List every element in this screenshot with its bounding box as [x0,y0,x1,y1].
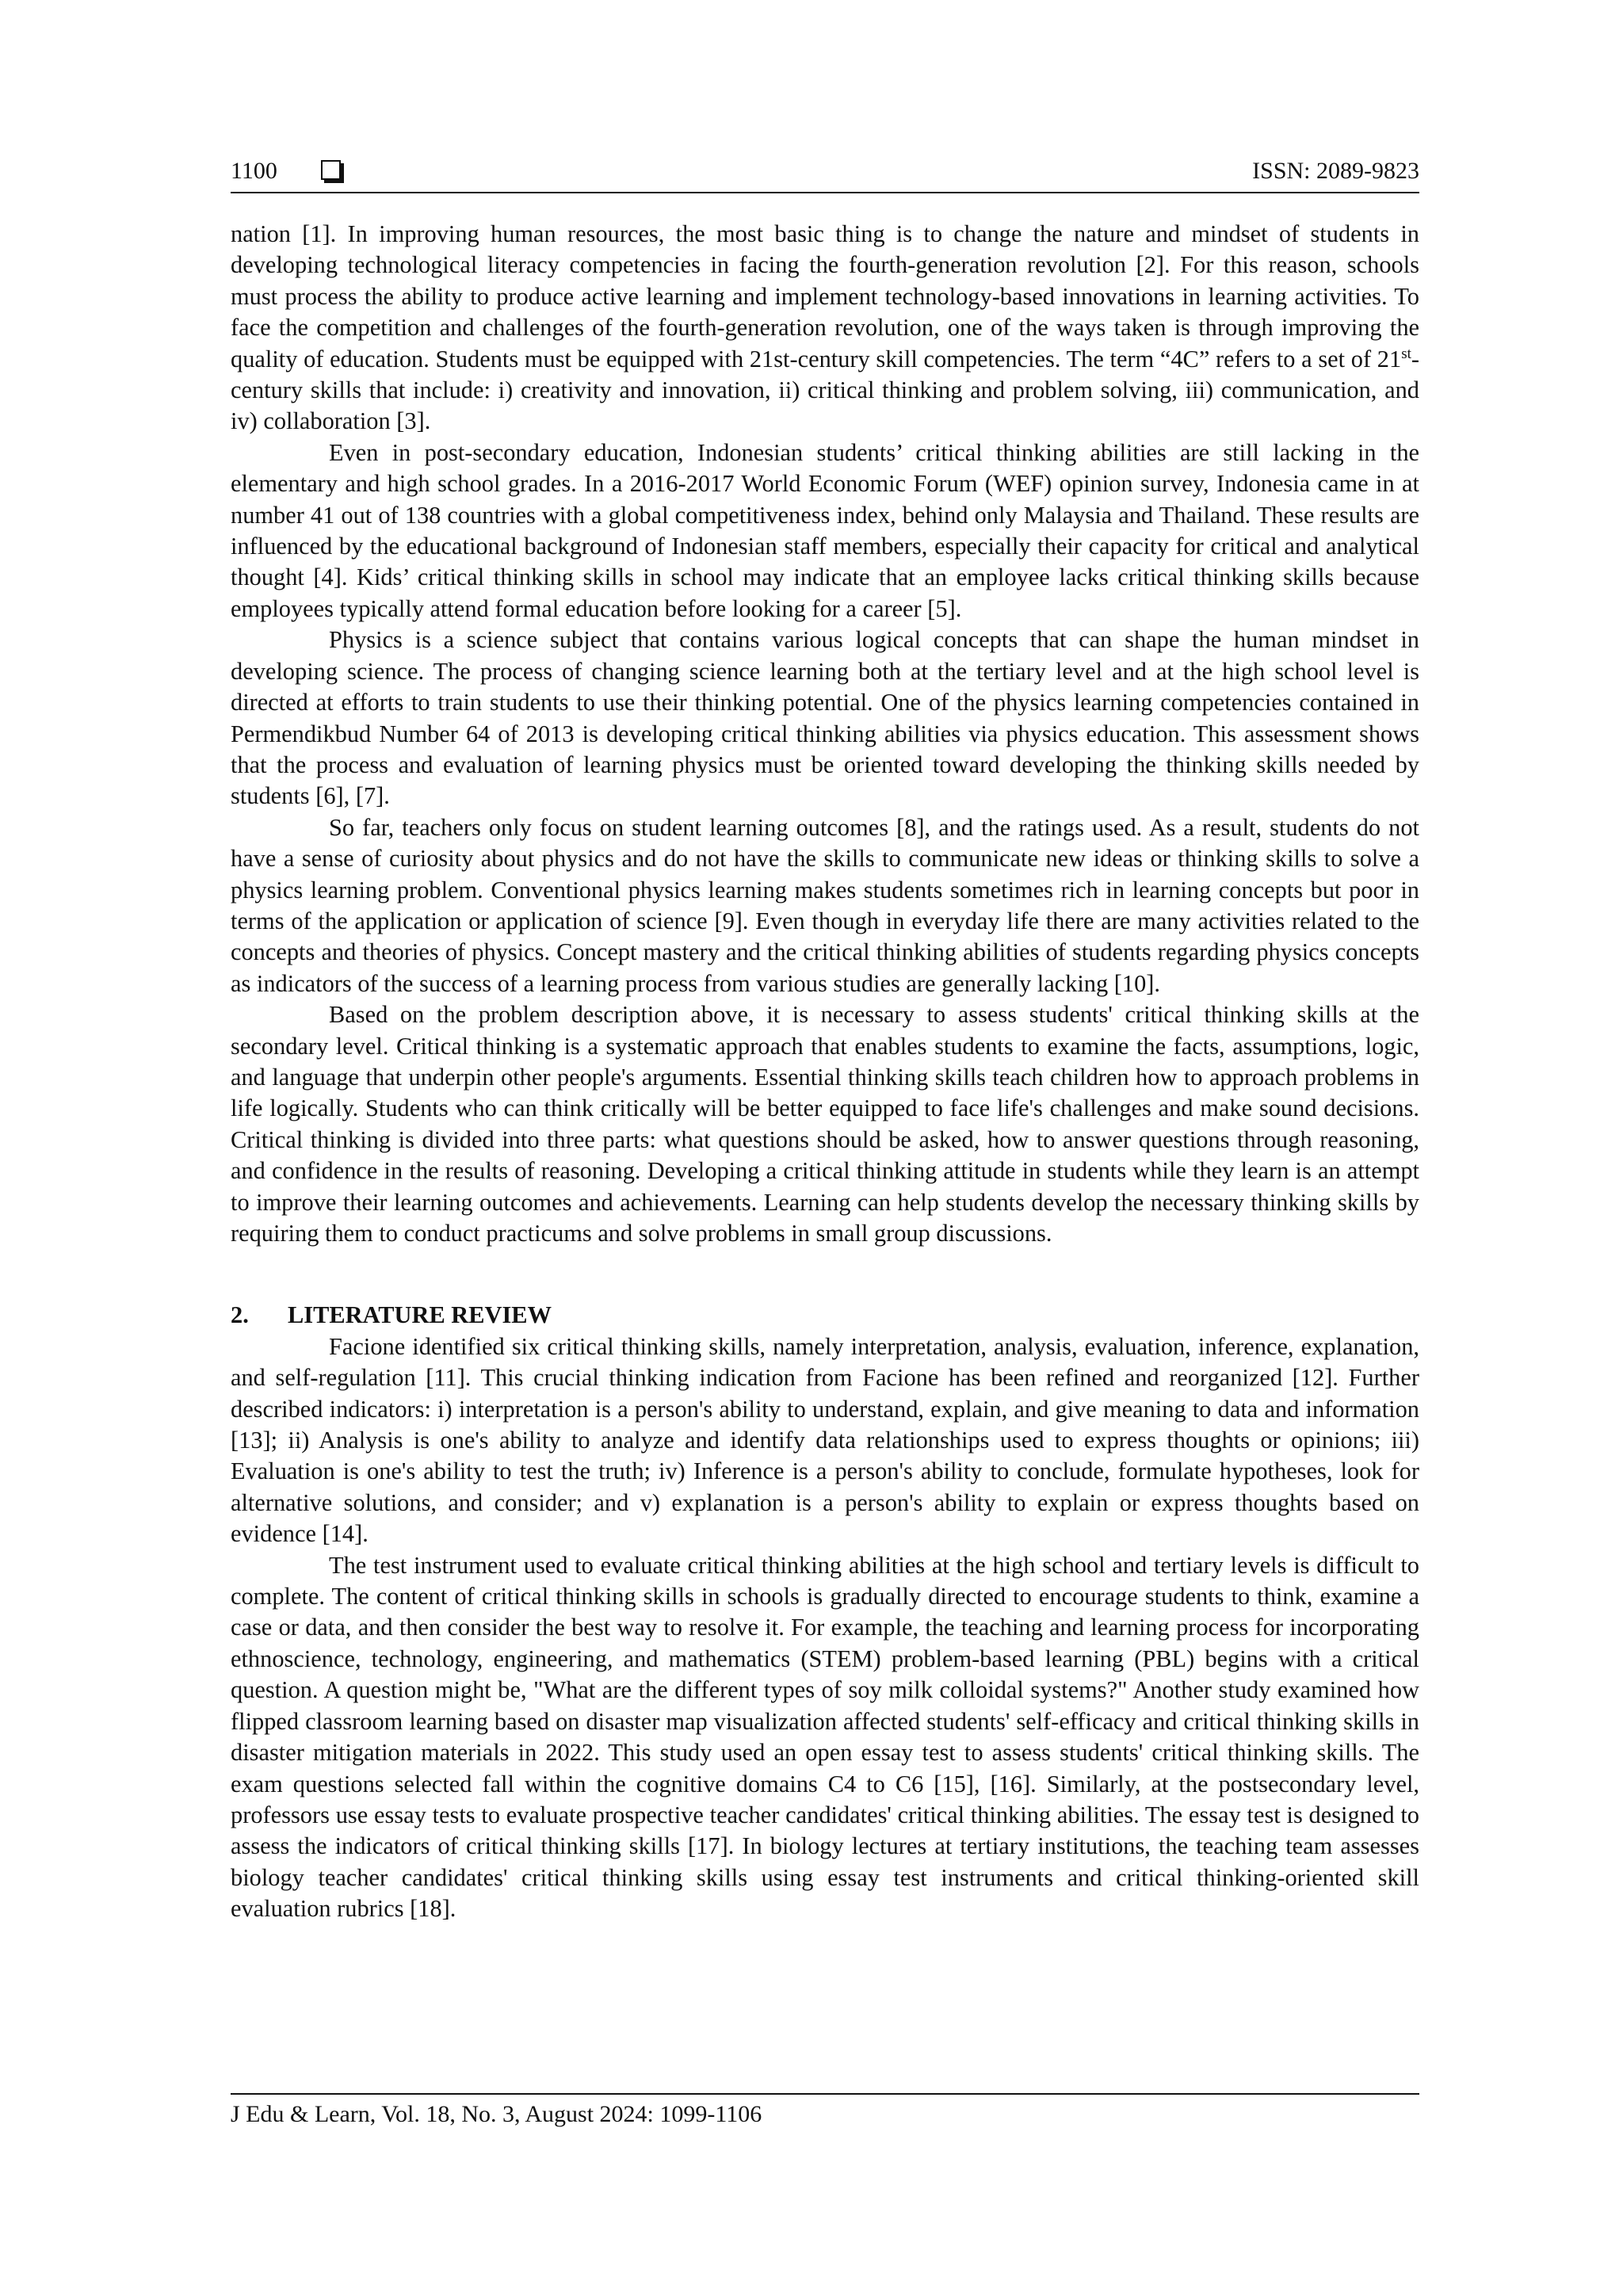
paragraph-6: Facione identified six critical thinking skills, namely interpretation, analysis, evaluation, inference, explanation, and self-regulation [11]. This crucial thinking indication from Facione has been refined and reorganized [12]. Further described indicators: i) interpretation is a person's ability to understand, explain, and give meaning to data and information [13]; ii) Analysis is one's ability to analyze and identify data relationships used to express thoughts or opinions; iii) Evaluation is one's ability to test the truth; iv) Inference is a person's ability to conclude, formulate hypotheses, look for alternative solutions, and consider; and v) explanation is a person's ability to explain or express thoughts based on evidence [14]. [231,1332,1419,1548]
page-header [231,155,1419,193]
page-number: 1100 [231,158,277,184]
issn-label: ISSN: 2089-9823 [1252,158,1419,184]
square-bullet-icon [321,160,341,180]
paragraph-4: So far, teachers only focus on student learning outcomes [8], and the ratings used. As a result, students do not have a sense of curiosity about physics and do not have the skills to communicate new ideas or thinking skills to solve a physics learning problem. Conventional physics learning makes students sometimes rich in learning concepts but poor in terms of the application or application of science [9]. Even though in everyday life there are many activities related to the concepts and theories of physics. Concept mastery and the critical thinking abilities of students regarding physics concepts as indicators of the success of a learning process from various studies are generally lacking [10]. [231,813,1419,997]
paragraph-3: Physics is a science subject that contains various logical concepts that can shape the human mindset in developing science. The process of changing science learning both at the tertiary level and at the high school level is directed at efforts to train students to use their thinking potential. One of the physics learning competencies contained in Permendikbud Number 64 of 2013 is developing critical thinking abilities via physics education. This assessment shows that the process and evaluation of learning physics must be oriented toward developing the thinking skills needed by students [6], [7]. [231,626,1419,810]
section-heading-literature-review [231,1300,1419,1331]
section-spacer [231,1249,1419,1300]
superscript-st: st [1401,345,1411,362]
section-title: LITERATURE REVIEW [288,1301,552,1329]
paragraph-7: The test instrument used to evaluate critical thinking abilities at the high school and tertiary levels is difficult to complete. The content of critical thinking skills in schools is gradually directed to encourage students to think, examine a case or data, and then consider the best way to resolve it. For example, the teaching and learning process for incorporating ethnoscience, technology, engineering, and mathematics (STEM) problem-based learning (PBL) begins with a critical question. A question might be, "What are the different types of soy milk colloidal systems?" Another study examined how flipped classroom learning based on disaster map visualization affected students' self-efficacy and critical thinking skills in disaster mitigation materials in 2022. This study used an open essay test to assess students' critical thinking skills. The exam questions selected fall within the cognitive domains C4 to C6 [15], [16]. Similarly, at the postsecondary level, professors use essay tests to evaluate prospective teacher candidates' critical thinking abilities. The essay test is designed to assess the indicators of critical thinking skills [17]. In biology lectures at tertiary institutions, the teaching team assesses biology teacher candidates' critical thinking skills using essay test instruments and critical thinking-oriented skill evaluation rubrics [18]. [231,1551,1419,1923]
section-number: 2. [231,1301,249,1329]
header-divider [231,192,1419,193]
paragraph-5: Based on the problem description above, it is necessary to assess students' critical thinking skills at the secondary level. Critical thinking is a systematic approach that enables students to examine the facts, assumptions, logic, and language that underpin other people's arguments. Essential thinking skills teach children how to approach problems in life logically. Students who can think critically will be better equipped to face life's challenges and make sound decisions. Critical thinking is divided into three parts: what questions should be asked, how to answer questions through reasoning, and confidence in the results of reasoning. Developing a critical thinking attitude in students while they learn is an attempt to improve their learning outcomes and achievements. Learning can help students develop the necessary thinking skills by requiring them to conduct practicums and solve problems in small group discussions. [231,1001,1419,1247]
paragraph-2: Even in post-secondary education, Indonesian students’ critical thinking abilities are still lacking in the elementary and high school grades. In a 2016-2017 World Economic Forum (WEF) opinion survey, Indonesia came in at number 41 out of 138 countries with a global competitiveness index, behind only Malaysia and Thailand. These results are influenced by the educational background of Indonesian staff members, especially their capacity for critical and analytical thought [4]. Kids’ critical thinking skills in school may indicate that an employee lacks critical thinking skills because employees typically attend formal education before looking for a career [5]. [231,438,1419,622]
body-text [231,219,1419,1925]
footer-citation: J Edu & Learn, Vol. 18, No. 3, August 2024: 1099-1106 [231,2101,762,2127]
footer-divider [231,2093,1419,2095]
paragraph-1: nation [1]. In improving human resources, the most basic thing is to change the nature and mindset of students in developing technological literacy competencies in facing the fourth-generation revolution [2]. For this reason, schools must process the ability to produce active learning and implement technology-based innovations in learning activities. To face the competition and challenges of the fourth-generation revolution, one of the ways taken is through improving the quality of education. Students must be equipped with 21st-century skill competencies. The term “4C” refers to a set of 21st-century skills that include: i) creativity and innovation, ii) critical thinking and problem solving, iii) communication, and iv) collaboration [3]. [231,220,1419,435]
